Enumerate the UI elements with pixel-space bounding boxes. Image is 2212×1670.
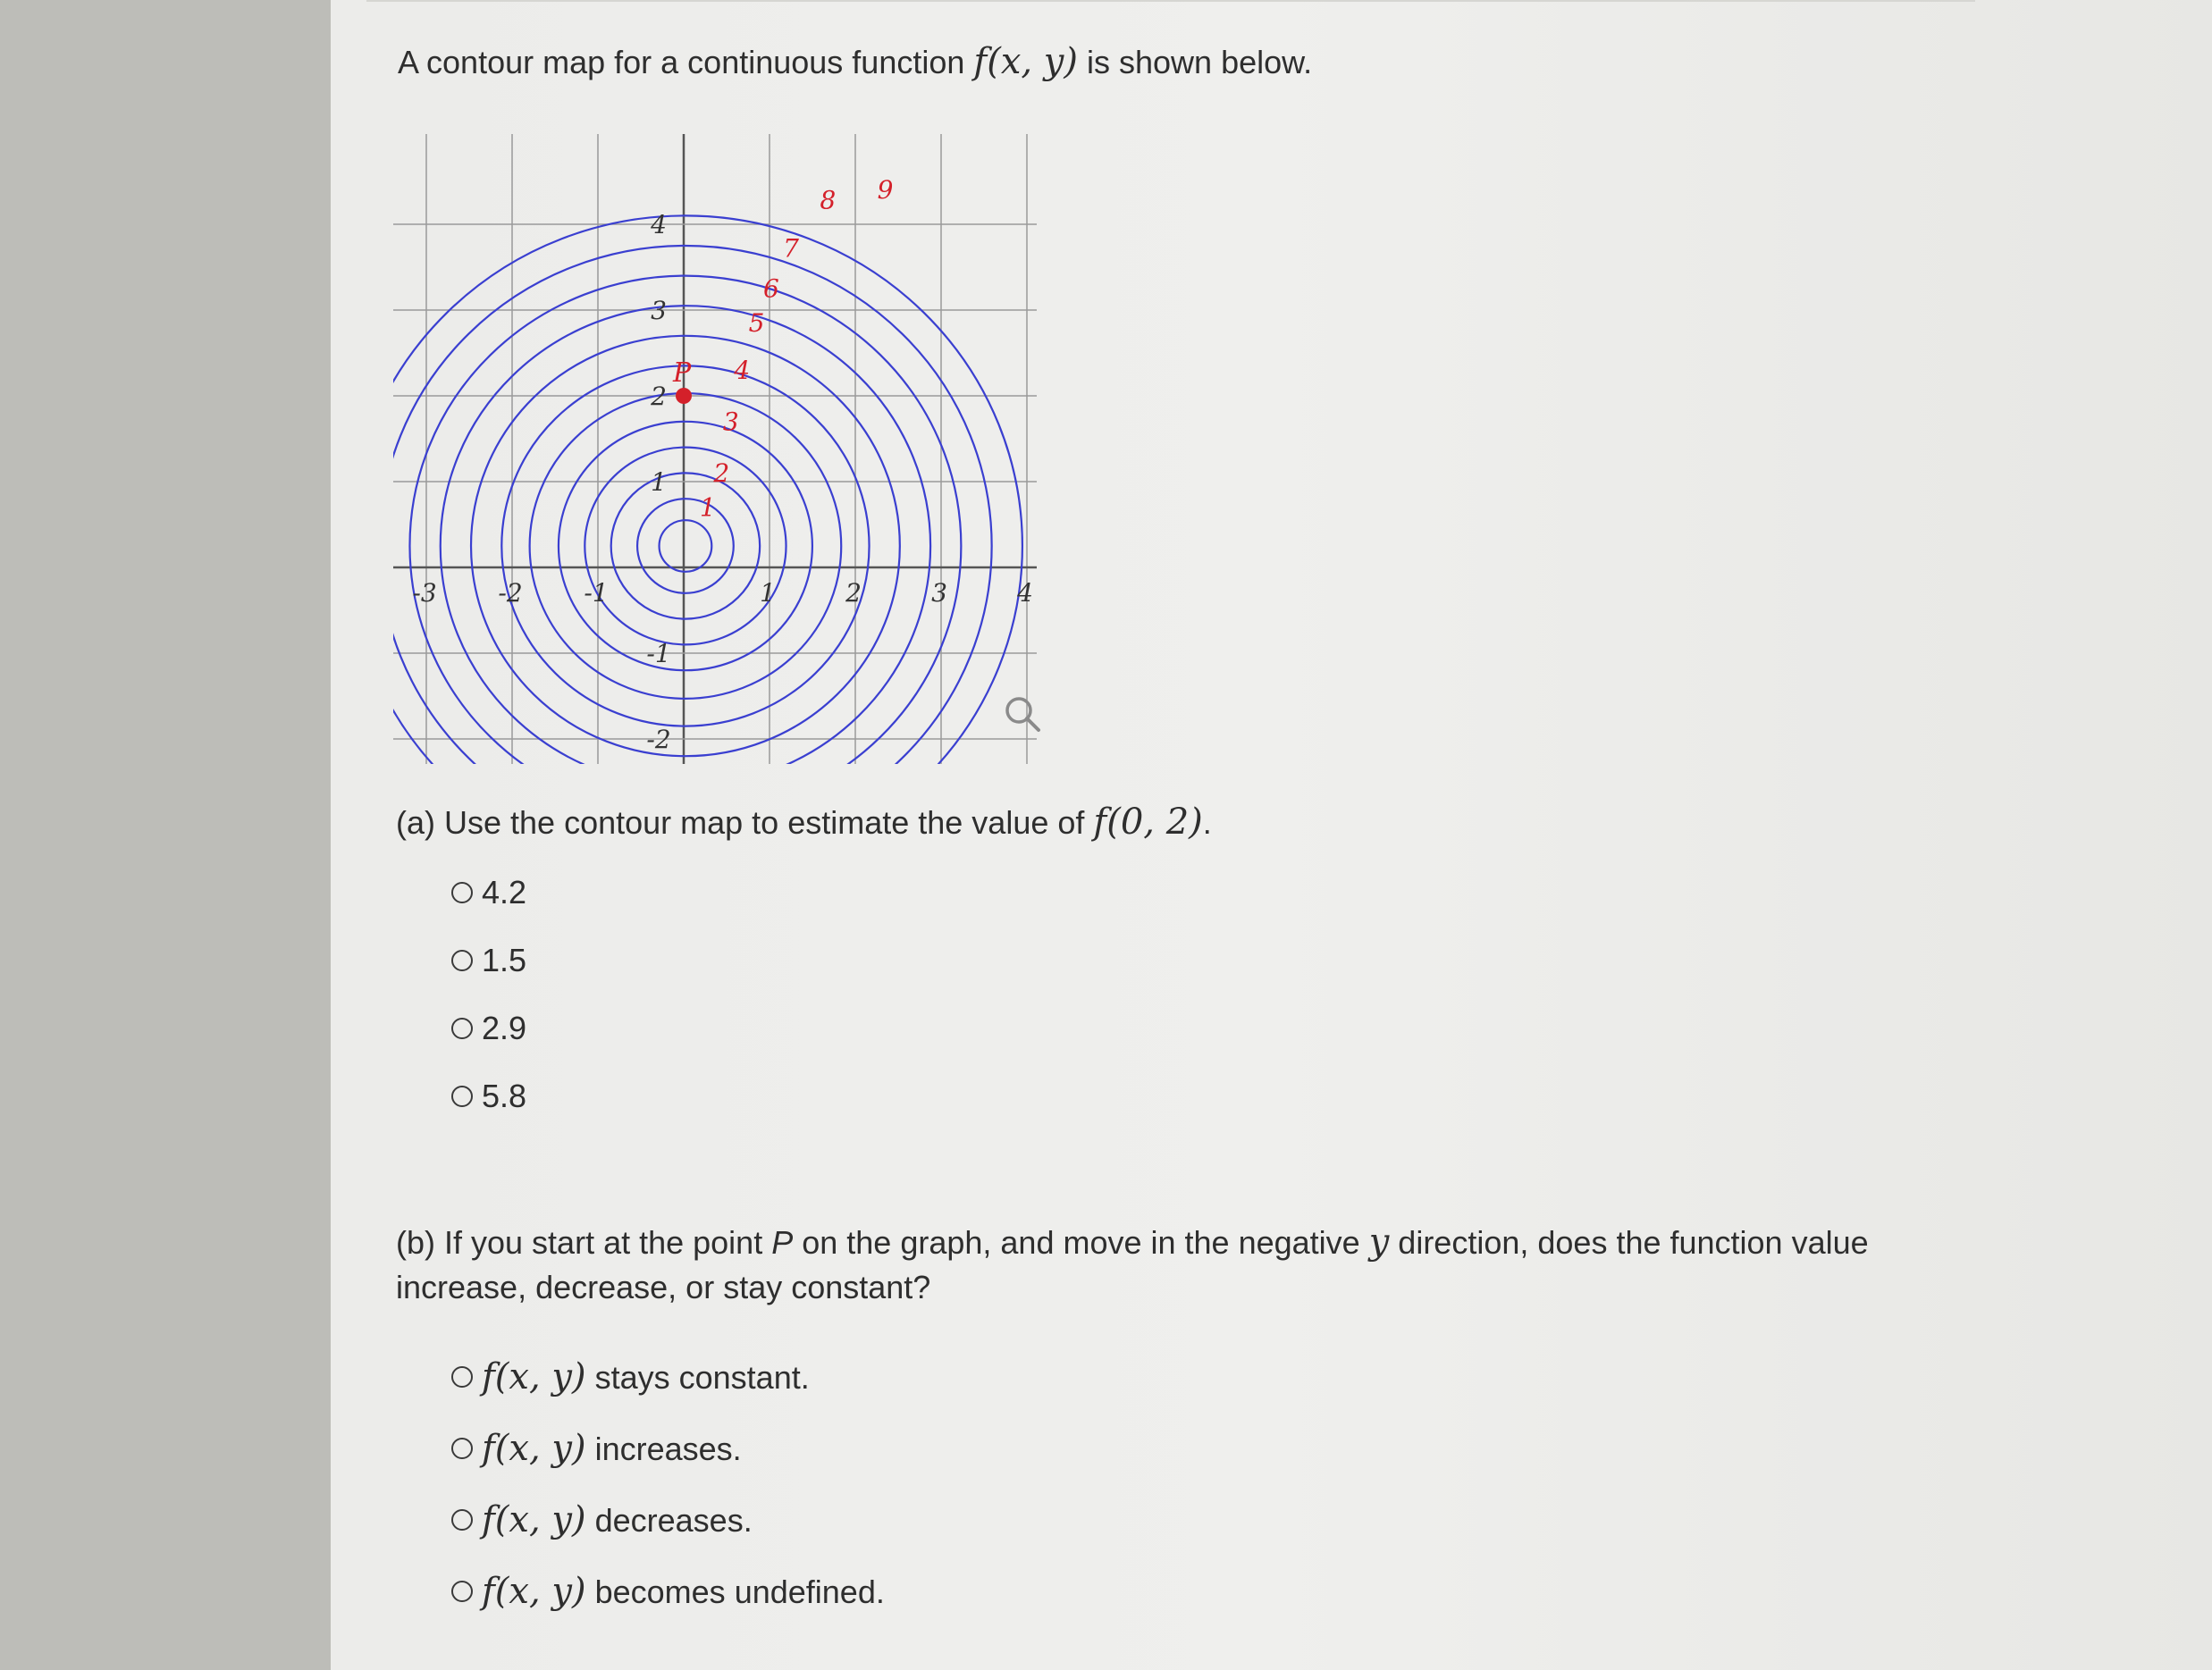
radio-circle-icon[interactable] bbox=[451, 882, 473, 903]
intro-suffix: is shown below. bbox=[1078, 44, 1313, 80]
option-b-1[interactable] bbox=[451, 1356, 810, 1397]
option-label: f(x, y) stays constant. bbox=[482, 1356, 810, 1397]
contour-line bbox=[393, 246, 992, 773]
x-tick-label: 4 bbox=[1017, 578, 1033, 608]
point-p-label: P bbox=[673, 357, 692, 389]
part-b-text-3: direction, does the function value increase, decrease, or stay constant? bbox=[396, 1224, 1869, 1305]
contour-value-label: 4 bbox=[734, 355, 751, 385]
contour-line bbox=[611, 473, 760, 618]
option-a-2[interactable] bbox=[451, 942, 526, 979]
y-tick-label: 4 bbox=[651, 210, 667, 239]
point-p-dot bbox=[676, 388, 692, 404]
x-tick-label: 2 bbox=[845, 578, 862, 608]
option-label: 2.9 bbox=[482, 1010, 527, 1046]
intro-function: f(x, y) bbox=[973, 41, 1079, 82]
contour-value-label: 3 bbox=[722, 407, 739, 437]
radio-circle-icon[interactable] bbox=[451, 1086, 473, 1107]
contour-value-label: 1 bbox=[699, 492, 716, 523]
y-tick-label: -2 bbox=[646, 725, 671, 754]
contour-line bbox=[585, 448, 786, 645]
option-label: f(x, y) increases. bbox=[482, 1428, 742, 1469]
x-tick-label: 3 bbox=[931, 578, 947, 608]
point-p bbox=[672, 357, 692, 404]
radio-circle-icon[interactable] bbox=[451, 1509, 473, 1531]
x-tick-label: -2 bbox=[498, 578, 523, 608]
part-b-text-2: on the graph, and move in the negative bbox=[793, 1224, 1369, 1261]
x-tick-label: -3 bbox=[412, 578, 437, 608]
intro-text bbox=[398, 39, 1312, 85]
x-tick-label: -1 bbox=[584, 578, 609, 608]
option-b-2[interactable] bbox=[451, 1428, 742, 1469]
radio-circle-icon[interactable] bbox=[451, 1581, 473, 1602]
option-label: f(x, y) becomes undefined. bbox=[482, 1571, 885, 1612]
part-a-prefix: (a) Use the contour map to estimate the value of bbox=[396, 804, 1094, 841]
contour-value-label: 8 bbox=[820, 185, 837, 215]
contour-map-graph bbox=[393, 121, 1090, 773]
part-b-point: P bbox=[771, 1224, 794, 1261]
option-a-1[interactable] bbox=[451, 874, 526, 911]
part-b-text-1: (b) If you start at the point bbox=[396, 1224, 772, 1261]
radio-circle-icon[interactable] bbox=[451, 950, 473, 971]
y-tick-label: -1 bbox=[646, 639, 671, 668]
y-tick-label: 2 bbox=[651, 382, 667, 411]
option-b-4[interactable] bbox=[451, 1571, 885, 1612]
contour-line bbox=[501, 365, 869, 726]
option-label: 4.2 bbox=[482, 874, 527, 911]
contour-value-label: 6 bbox=[763, 273, 779, 304]
option-a-4[interactable] bbox=[451, 1078, 526, 1115]
option-a-3[interactable] bbox=[451, 1010, 526, 1047]
part-a-function: f(0, 2) bbox=[1093, 801, 1203, 843]
contour-value-label: 7 bbox=[783, 233, 799, 264]
radio-circle-icon[interactable] bbox=[451, 1438, 473, 1459]
y-tick-label: 1 bbox=[651, 467, 667, 497]
intro-prefix: A contour map for a continuous function bbox=[398, 44, 974, 80]
contour-line bbox=[660, 520, 712, 572]
option-b-3[interactable] bbox=[451, 1499, 753, 1540]
panel-divider bbox=[366, 0, 1975, 2]
radio-circle-icon[interactable] bbox=[451, 1366, 473, 1388]
option-label: f(x, y) decreases. bbox=[482, 1499, 753, 1540]
contour-line bbox=[559, 422, 812, 670]
x-tick-label: 1 bbox=[760, 578, 776, 608]
contour-line bbox=[637, 499, 734, 593]
option-label: 5.8 bbox=[482, 1078, 527, 1114]
part-a-question bbox=[396, 800, 1212, 845]
left-sidebar bbox=[0, 0, 331, 1670]
grid-lines bbox=[393, 134, 1037, 764]
part-a-suffix: . bbox=[1202, 804, 1212, 841]
part-b-var: y bbox=[1368, 1221, 1390, 1263]
radio-circle-icon[interactable] bbox=[451, 1018, 473, 1039]
contour-value-label: 2 bbox=[713, 458, 730, 488]
part-b-question bbox=[396, 1220, 1871, 1310]
y-tick-label: 3 bbox=[651, 296, 667, 325]
contour-labels bbox=[700, 175, 894, 522]
contour-value-label: 5 bbox=[748, 308, 765, 338]
option-label: 1.5 bbox=[482, 942, 527, 978]
contour-value-label: 9 bbox=[877, 175, 894, 206]
magnifier-icon[interactable] bbox=[1007, 699, 1039, 730]
